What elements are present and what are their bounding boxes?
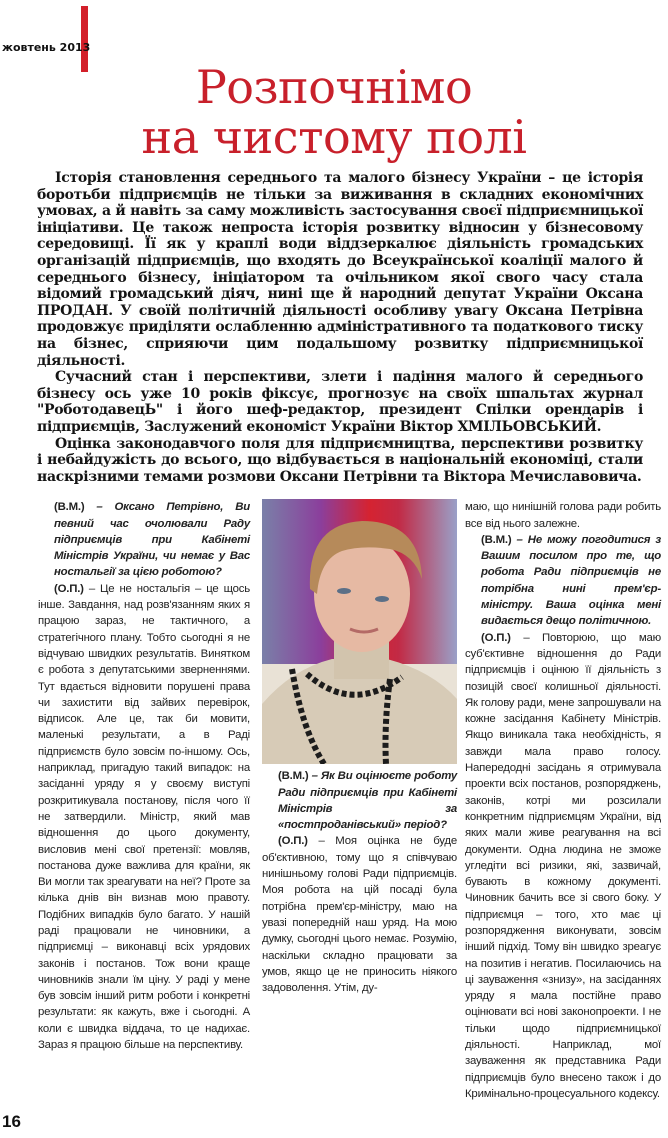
answer-text: – Моя оцінка не буде об'єктивною, тому що я співчуваю нинішньому голові Ради підприємців. Моя робота на цій посаді була потрібна прем'єр-міністру, маю на увазі попередній наш уряд. На мою думку, сьогодні цього немає. Розумію, наскільки складно працювати за умов, якщо це не приносить ніякого задоволення. Утім, ду- [262,835,457,995]
lead-paragraph: Історія становлення середнього та малого бізнесу України – це історія боротьби підприємців не тільки за виживання в складних економічних умовах, а й навіть за саму можливість застосування своєї підприємницької ініціативи. Це також непроста історія розвитку відносин у бізнесовому середовищі. Її як у краплі води віддзеркалює діяльність громадських організацій підприємців, що входять до Всеукраїнської коаліції малого й середнього бізнесу, ініціатором та очільником якої свого часу стала відомий громадський діяч, нині ще й народний депутат України Оксана ПРОДАН. У своїй політичній діяльності особливу увагу Оксана Петрівна продовжує приділяти ослабленню адміністративного та податкового тиску на бізнес, сприяючи цим подальшому розвитку підприємницької діяльності. [37,170,643,369]
speaker-label: (О.П.) [481,631,511,644]
interview-column-left [38,499,250,1053]
interview-column-right [465,499,661,1102]
speaker-label: (В.М.) [54,501,85,514]
article-lead [37,170,643,485]
headline-line-1: Розпочнімо [195,60,473,114]
left-eye [337,588,351,594]
interview-column-middle [262,768,457,996]
interview-answer [38,581,250,1054]
interview-question [54,499,250,580]
photo-and-middle-column [262,499,457,996]
lead-paragraph: Оцінка законодавчого поля для підприємництва, перспективи розвитку і небайдужість до всього, що відбувається в національній економіці, стали наскрізними темами розмови Оксани Петрівни та Віктора Мечиславовича. [37,435,643,485]
portrait-illustration [262,499,457,764]
interview-columns [38,499,661,1102]
question-text: – Як Ви оцінюєте роботу Ради підприємців при Кабінеті Міністрів за «постпроданівський» період? [278,770,457,832]
answer-text: – Повторюю, що маю суб'єктивне відношення до Ради підприємців і оцінюю її діяльність з позицій своєї колишньої діяльності. Як голову ради, мене запрошували на кожне засідання Кабінету Міністрів. Якщо виникала така необхідність, я завжди мала право голосу. Напередодні засідань я отримувала проекти всіх постанов, розпоряджень, законів, котрі ми розсилали конкретним підприємцям України, від яких мали живе реагування на всі документи. Одна людина не зможе угледіти всі ризики, які, зазвичай, бувають в кожному документі. Чиновник бачить все зі свого боку. У підприємця – того, хто має ці розпорядження виконувати, зовсім інший підхід. Тому він швидко зреагує на позитив і негатив. Посилаючись на ці зауваження «знизу», на засіданнях уряду я мала постійне право оцінювати всі нові законопроекти. І не тільки щодо підприємницької діяльності. Наприклад, мої зауваження як представника Ради підприємців було внесено також і до Кримінально-процесуального кодексу. [465,631,661,1100]
headline-line-2: на чистому полі [141,110,527,164]
speaker-label: (В.М.) [278,770,309,783]
question-text: – Не можу погодитися з Вашим посилом про те, що робота Ради підприємців не потрібна нині прем'єр-міністру. Ваша оцінка мені видається дещо політичною. [481,533,661,628]
interview-answer [465,630,661,1103]
interview-question [481,532,661,630]
portrait-photo [262,499,457,764]
issue-date: жовтень 2013 [2,41,91,54]
speaker-label: (О.П.) [54,582,84,595]
answer-continuation: маю, що нинішній голова ради робить все від нього залежне. [465,501,661,530]
lead-paragraph: Сучасний стан і перспективи, злети і падіння малого й середнього бізнесу ось уже 10 років фіксує, прогнозує на своїх шпальтах журнал "РоботодавецЬ" і його шеф-редактор, президент Спілки орендарів і підприємців, Заслужений економіст України Віктор ХМІЛЬОВСЬКИЙ. [37,369,643,435]
interview-question [278,768,457,833]
header-accent-bar [81,6,88,72]
question-text: – Оксано Петрівно, Ви певний час очолювали Раду підприємців при Кабінеті Міністрів України, чи немає у Вас ностальгії за цією роботою? [54,501,250,579]
answer-text: – Це не ностальгія – це щось інше. Завдання, над розв'язанням яких я працюю зараз, не тактичного, а стратегічного плану. Тобто сьогодні я не відчуваю швидких результатів. Винятком є робота з депутатськими зверненнями. Тут вдається відновити порушені права чи захистити від зайвих перевірок, відписок. Але це, так би мовити, маленькі результати, а в Раді підприємств було зовсім по-іншому. Ось, наприклад, пригадую такий випадок: на засіданні уряду я у своєму виступі розкритикувала постанову, після чого її не затвердили. Міністр, який мав відношення до цього документу, висловив мені свої претензії: мовляв, постанова дуже важлива для країни, як Ви могли так зреагувати на неї? Проте за кілька днів він визнав мою правоту. Подібних випадків було багато. У нашій раді працювали не чиновники, а підприємці – виконавці всіх урядових законів і постанов. Тож вони краще чиновників знали їм ціну. У раді у мене був зовсім інший ритм роботи і конкретні результати: як кажуть, вже і сьогодні. А коли є швидка віддача, то це надихає. Зараз я працюю більше на перспективу. [38,582,250,1052]
speaker-label: (В.М.) [481,533,512,546]
page-number: 16 [2,1112,21,1132]
right-eye [375,596,389,602]
speaker-label: (О.П.) [278,835,308,848]
article-headline [0,62,668,162]
